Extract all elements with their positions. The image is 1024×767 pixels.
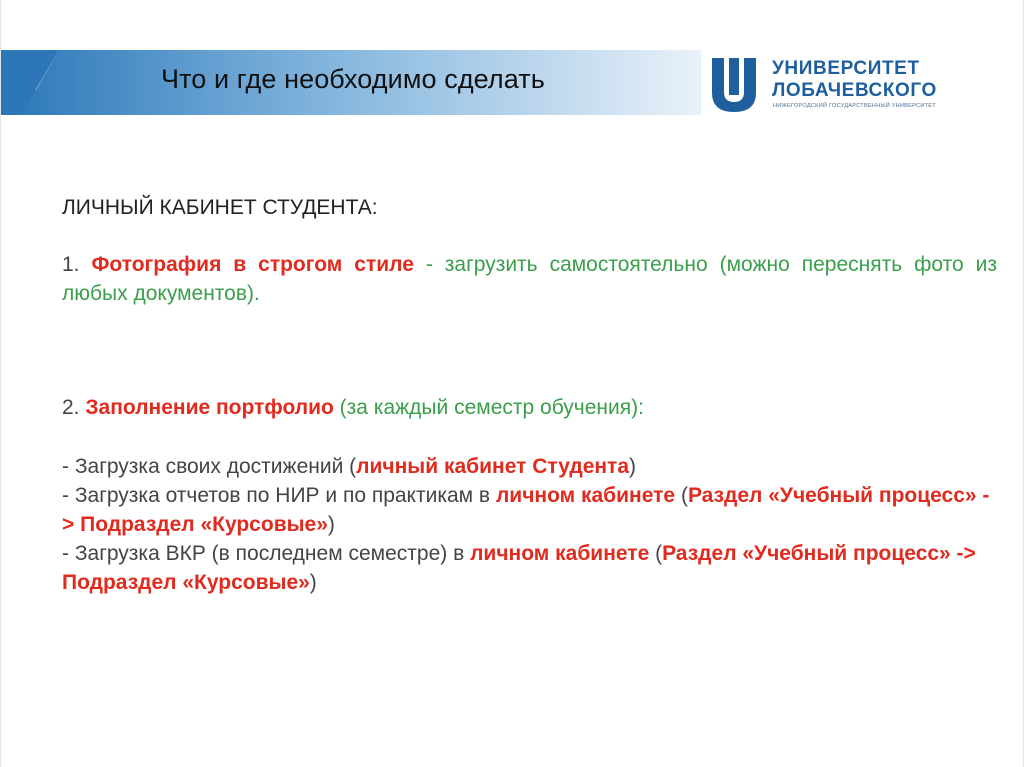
item-photo-text: - загрузить самостоятельно (можно переснять фото из любых документов). [62,253,997,305]
bullet-thesis-paren: ( [649,542,663,565]
logo-text-line2: ЛОБАЧЕВСКОГО [772,80,937,101]
bullet-reports-text: - Загрузка отчетов по НИР и по практикам в [62,484,496,507]
item-portfolio [62,393,997,422]
bullet-achievements-text: - Загрузка своих достижений ( [62,455,357,478]
bullet-reports-paren: ( [675,484,688,507]
bullet-reports-close: ) [327,513,335,536]
bullet-reports-highlight-cabinet: личном кабинете [495,484,676,507]
bullet-achievements-close: ) [629,455,637,478]
item-portfolio-number: 2. [62,396,86,419]
slide-content [62,193,997,597]
bullet-thesis-text: - Загрузка ВКР (в последнем семестре) в [62,542,471,565]
logo-text-line1: УНИВЕРСИТЕТ [772,58,920,79]
bullet-thesis-highlight-cabinet: личном кабинете [470,542,650,565]
bullet-reports-highlight-section: Раздел «Учебный процесс» -> Подраздел «Курсовые» [62,484,990,536]
section-heading: ЛИЧНЫЙ КАБИНЕТ СТУДЕНТА: [62,196,378,219]
bullet-thesis [62,539,997,597]
item-photo-number: 1. [62,253,92,276]
item-photo-highlight: Фотография в строгом стиле [91,253,414,276]
university-logo [704,52,944,116]
logo-text-line3: НИЖЕГОРОДСКИЙ ГОСУДАРСТВЕННЫЙ УНИВЕРСИТЕТ [773,103,936,109]
bullet-thesis-close: ) [309,571,317,594]
item-portfolio-highlight: Заполнение портфолио [85,396,334,419]
bullet-thesis-highlight-section: Раздел «Учебный процесс» -> Подраздел «Курсовые» [62,542,976,594]
bullet-achievements [62,452,997,481]
item-portfolio-text: (за каждый семестр обучения): [333,396,644,419]
slide-title: Что и где необходимо сделать [161,64,545,94]
bullet-achievements-highlight: личный кабинет Студента [356,455,630,478]
item-photo [62,250,997,308]
bullet-reports [62,481,997,539]
university-logo-mark-icon [704,52,764,114]
